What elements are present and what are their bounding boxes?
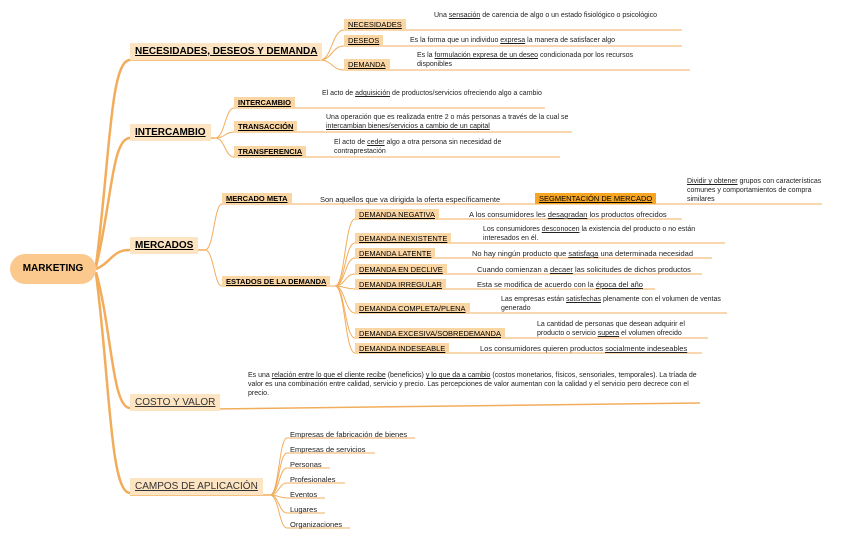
estado-negativa[interactable]: DEMANDA NEGATIVA <box>355 209 439 220</box>
branch-necesidades[interactable]: NECESIDADES, DESEOS Y DEMANDA <box>130 43 322 60</box>
campo-item: Eventos <box>290 490 318 499</box>
desc-indeseable: Los consumidores quieren productos socialmente indeseables <box>480 344 688 353</box>
desc-segmentacion: Dividir y obtener grupos con características comunes y comportamientos de compra similares <box>687 178 822 203</box>
campo-item: Profesionales <box>290 475 336 484</box>
desc-deseos: Es la forma que un individuo expresa la manera de satisfacer algo <box>410 37 616 44</box>
desc-demanda: Es la formulación expresa de un deseo condicionada por los recursos disponibles <box>417 52 633 68</box>
campo-item: Personas <box>290 460 322 469</box>
desc-intercambio: El acto de adquisición de productos/servicios ofreciendo algo a cambio <box>322 90 542 97</box>
campo-item: Organizaciones <box>290 520 343 529</box>
sub-transaccion[interactable]: TRANSACCIÓN <box>234 121 297 132</box>
desc-declive: Cuando comienzan a decaer las solicitudes de dichos productos <box>477 265 691 274</box>
sub-deseos[interactable]: DESEOS <box>344 35 383 46</box>
branch-mercados[interactable]: MERCADOS <box>130 237 198 254</box>
desc-inexistente: Los consumidores desconocen la existencia del producto o no están interesados en él. <box>483 226 696 242</box>
desc-completa: Las empresas están satisfechas plenamente con el volumen de ventas generado <box>501 296 721 312</box>
estado-inexistente[interactable]: DEMANDA INEXISTENTE <box>355 233 451 244</box>
desc-negativa: A los consumidores les desagradan los productos ofrecidos <box>469 210 667 219</box>
desc-costo-valor: Es una relación entre lo que el cliente recibe (beneficios) y lo que da a cambio (costos monetarios, físicos, sensoriales, temporales). La tríada de valor es una combinación entre calidad, servicio y precio. Las percepciones de valor aumentan con la calidad y el servicio pero decrece con el precio. <box>248 372 697 397</box>
sub-transferencia[interactable]: TRANSFERENCIA <box>234 146 306 157</box>
estado-excesiva[interactable]: DEMANDA EXCESIVA/SOBREDEMANDA <box>355 328 505 339</box>
desc-latente: No hay ningún producto que satisfaga una determinada necesidad <box>472 249 694 258</box>
estado-indeseable[interactable]: DEMANDA INDESEABLE <box>355 343 449 354</box>
sub-demanda[interactable]: DEMANDA <box>344 59 390 70</box>
desc-irregular: Esta se modifica de acuerdo con la época del año <box>477 280 643 289</box>
campo-item: Empresas de servicios <box>290 445 366 454</box>
campo-item: Lugares <box>290 505 318 514</box>
estado-completa[interactable]: DEMANDA COMPLETA/PLENA <box>355 303 470 314</box>
estado-declive[interactable]: DEMANDA EN DECLIVE <box>355 264 447 275</box>
campo-item: Empresas de fabricación de bienes <box>290 430 408 439</box>
sub-necesidades[interactable]: NECESIDADES <box>344 19 406 30</box>
root-node[interactable]: MARKETING <box>10 254 96 284</box>
sub-intercambio[interactable]: INTERCAMBIO <box>234 97 295 108</box>
desc-transferencia: El acto de ceder algo a otra persona sin necesidad de contraprestación <box>334 139 502 155</box>
branch-costo-valor[interactable]: COSTO Y VALOR <box>130 394 220 411</box>
desc-transaccion: Una operación que es realizada entre 2 o más personas a través de la cual se intercambian bienes/servicios a cambio de un capital <box>326 114 569 130</box>
branch-campos[interactable]: CAMPOS DE APLICACIÓN <box>130 478 263 495</box>
sub-estados-demanda[interactable]: ESTADOS DE LA DEMANDA <box>222 276 330 287</box>
sub-mercado-meta[interactable]: MERCADO META <box>222 193 292 204</box>
branch-intercambio[interactable]: INTERCAMBIO <box>130 124 211 141</box>
desc-excesiva: La cantidad de personas que desean adquirir el producto o servicio supera el volumen ofrecido <box>537 321 685 337</box>
estado-latente[interactable]: DEMANDA LATENTE <box>355 248 435 259</box>
desc-mercado-meta: Son aquellos que va dirigida la oferta específicamente <box>320 195 501 204</box>
estado-irregular[interactable]: DEMANDA IRREGULAR <box>355 279 446 290</box>
desc-necesidades: Una sensación de carencia de algo o un estado fisiológico o psicológico <box>434 12 657 19</box>
sub-segmentacion[interactable]: SEGMENTACIÓN DE MERCADO <box>535 193 656 204</box>
